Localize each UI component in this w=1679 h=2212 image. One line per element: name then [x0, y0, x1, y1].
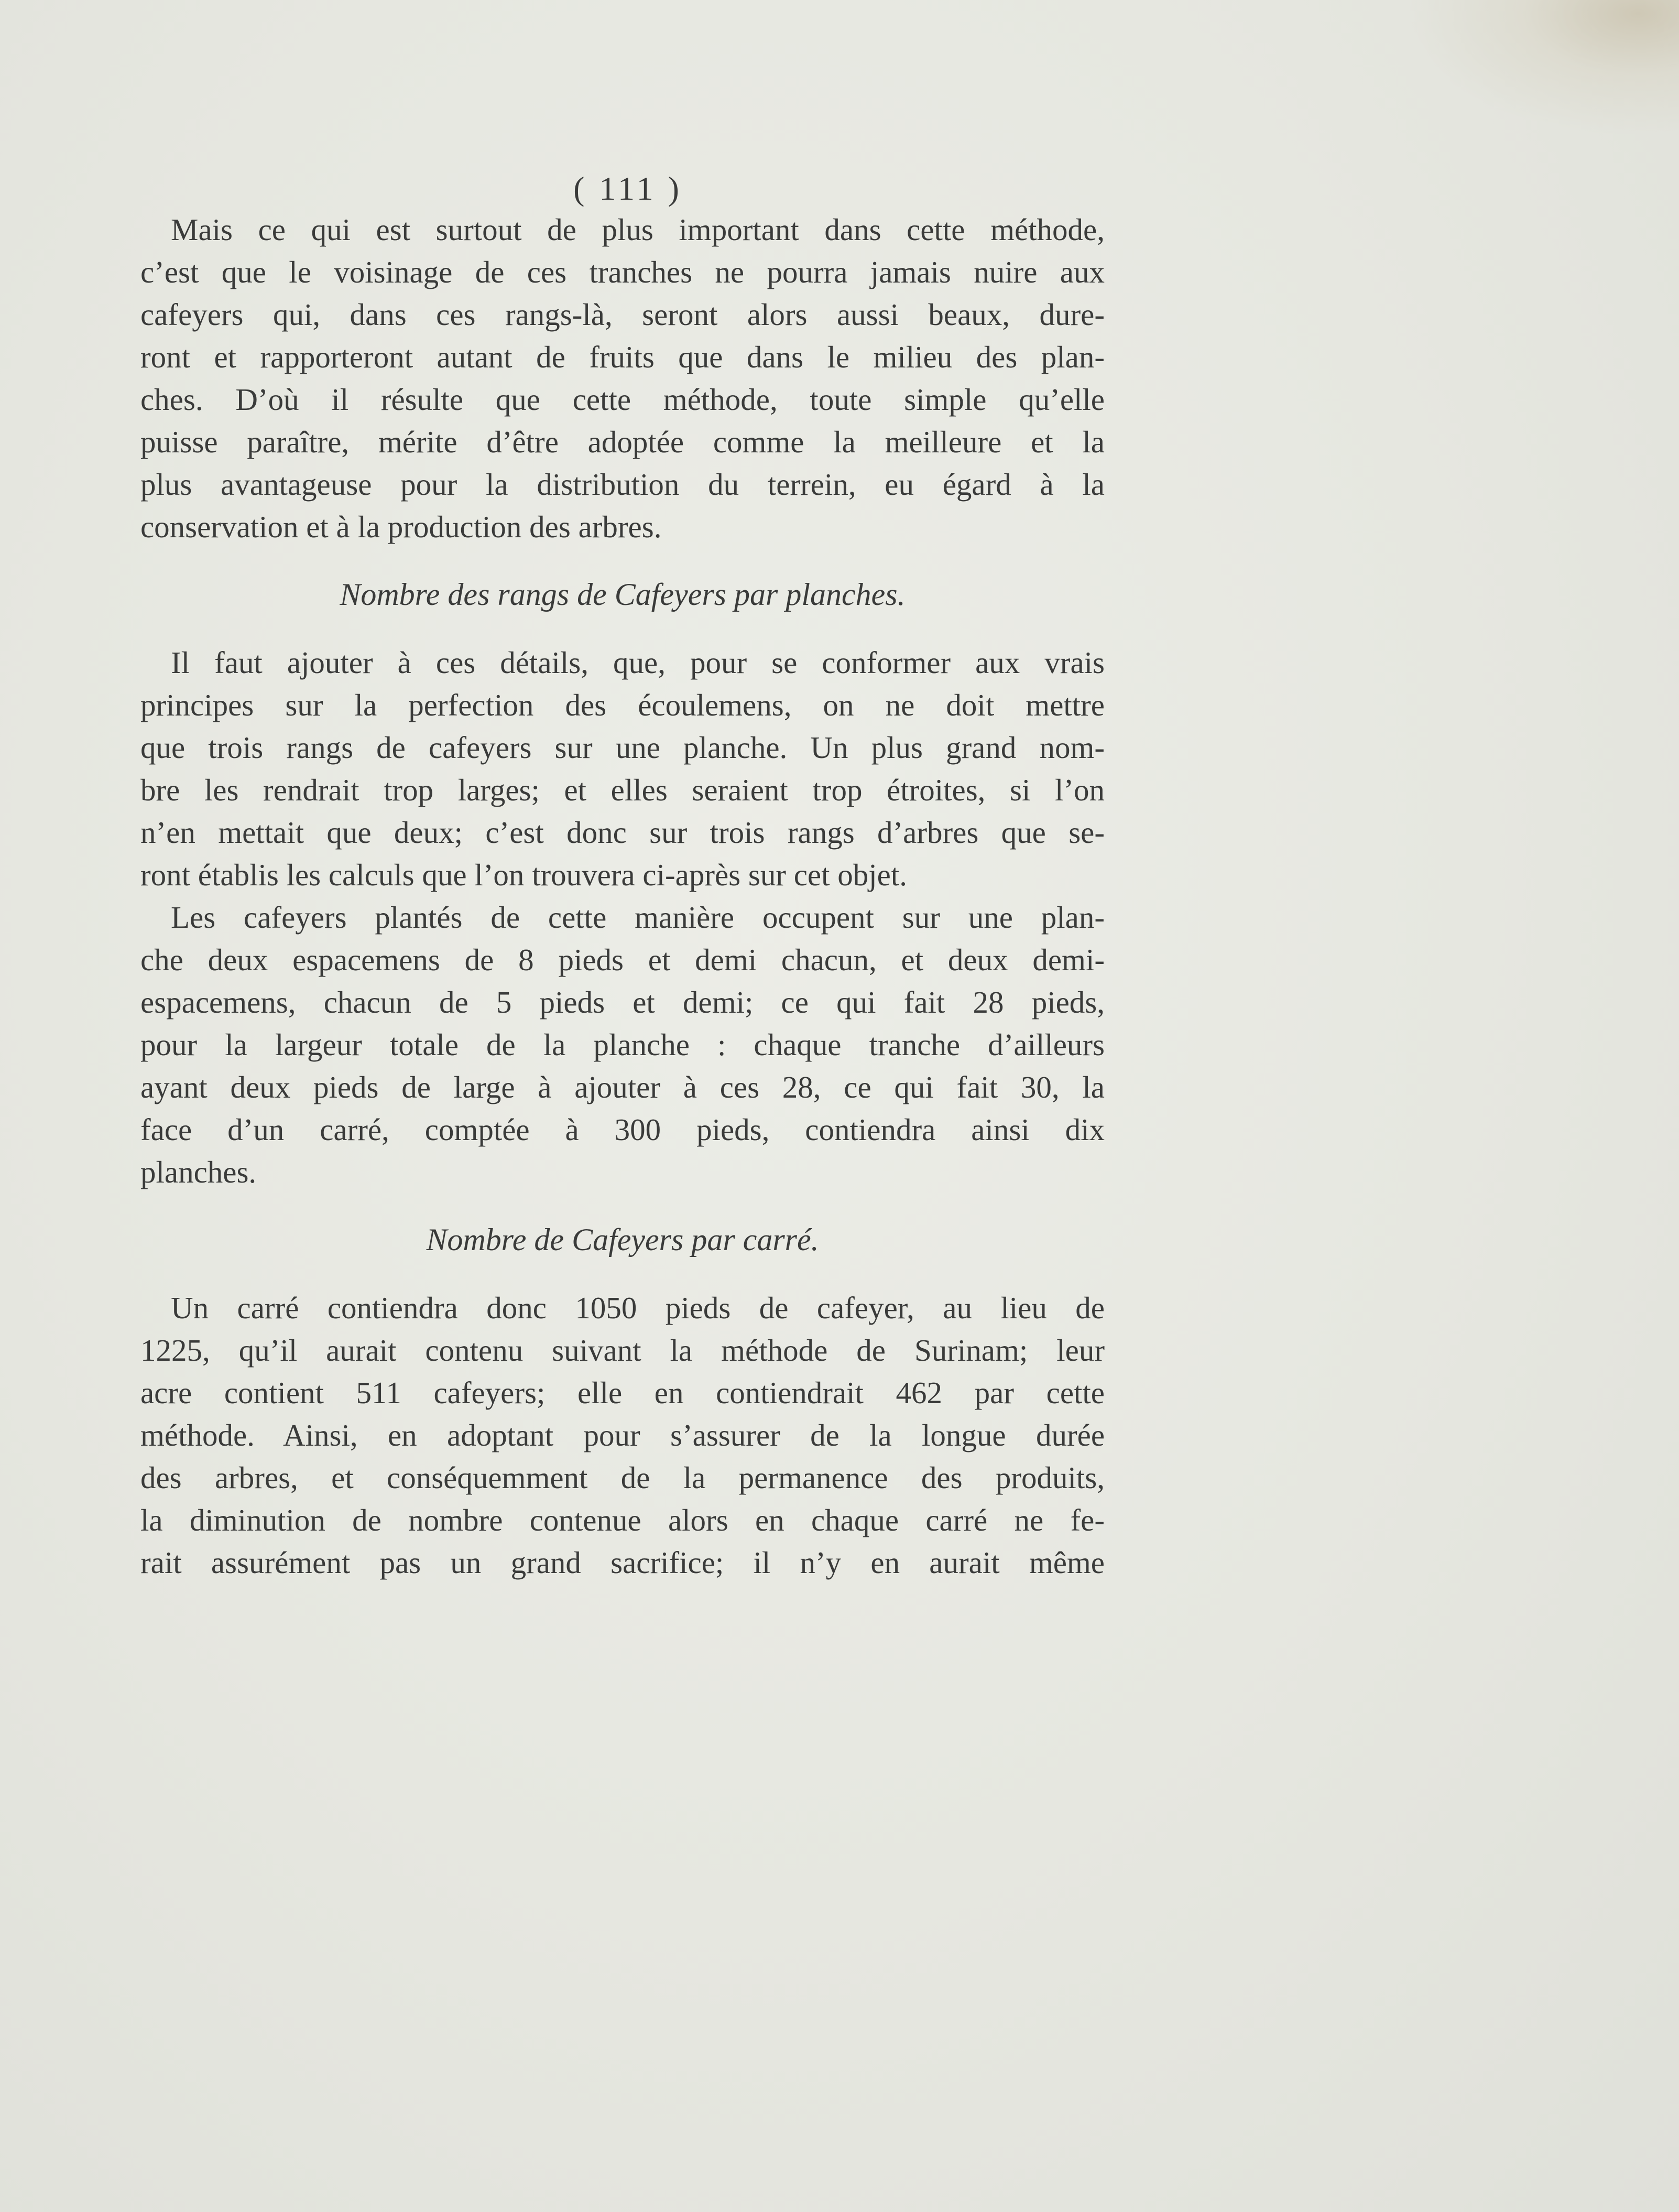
text-line: Il faut ajouter à ces détails, que, pour se conformer aux vrais — [171, 645, 1105, 680]
text-line: face d’un carré, comptée à 300 pieds, contiendra ainsi dix — [140, 1112, 1105, 1147]
text-line: Mais ce qui est surtout de plus important dans cette méthode, — [171, 212, 1105, 247]
text-line: conservation et à la production des arbres. — [140, 509, 662, 544]
text-line: rait assurément pas un grand sacrifice; il n’y en aurait même — [140, 1545, 1105, 1580]
text-line: ront et rapporteront autant de fruits que dans le milieu des plan- — [140, 340, 1105, 374]
text-block — [140, 168, 1105, 1584]
text-line: ront établis les calculs que l’on trouvera ci-après sur cet objet. — [140, 858, 907, 892]
text-line: che deux espacemens de 8 pieds et demi chacun, et deux demi- — [140, 942, 1105, 977]
section-heading-rangs: Nombre des rangs de Cafeyers par planches. — [340, 577, 906, 612]
paper-corner-wear — [1407, 0, 1679, 136]
paragraph-1 — [140, 209, 1105, 548]
text-line: acre contient 511 cafeyers; elle en contiendrait 462 par cette — [140, 1375, 1105, 1410]
text-line: que trois rangs de cafeyers sur une planche. Un plus grand nom- — [140, 730, 1105, 765]
text-line: la diminution de nombre contenue alors en chaque carré ne fe- — [140, 1503, 1105, 1537]
text-line: méthode. Ainsi, en adoptant pour s’assurer de la longue durée — [140, 1418, 1105, 1452]
text-line: plus avantageuse pour la distribution du terrein, eu égard à la — [140, 467, 1105, 502]
text-line: ches. D’où il résulte que cette méthode, toute simple qu’elle — [140, 382, 1105, 417]
text-line: planches. — [140, 1155, 257, 1189]
text-line: c’est que le voisinage de ces tranches ne pourra jamais nuire aux — [140, 255, 1105, 289]
text-line: n’en mettait que deux; c’est donc sur trois rangs d’arbres que se- — [140, 815, 1105, 850]
text-line: puisse paraître, mérite d’être adoptée comme la meilleure et la — [140, 425, 1105, 459]
text-line: pour la largeur totale de la planche : chaque tranche d’ailleurs — [140, 1027, 1105, 1062]
text-line: Un carré contiendra donc 1050 pieds de cafeyer, au lieu de — [171, 1291, 1105, 1325]
text-line: espacemens, chacun de 5 pieds et demi; ce qui fait 28 pieds, — [140, 985, 1105, 1020]
page-number: ( 111 ) — [573, 170, 682, 207]
section-heading-carre: Nombre de Cafeyers par carré. — [426, 1222, 819, 1257]
paragraph-4 — [140, 1287, 1105, 1584]
text-line: principes sur la perfection des écoulemens, on ne doit mettre — [140, 688, 1105, 722]
text-line: des arbres, et conséquemment de la permanence des produits, — [140, 1460, 1105, 1495]
paragraph-3 — [140, 896, 1105, 1194]
text-line: cafeyers qui, dans ces rangs-là, seront alors aussi beaux, dure- — [140, 297, 1105, 332]
text-line: Les cafeyers plantés de cette manière occupent sur une plan- — [171, 900, 1105, 935]
text-line: 1225, qu’il aurait contenu suivant la méthode de Surinam; leur — [140, 1333, 1105, 1368]
text-line: ayant deux pieds de large à ajouter à ces 28, ce qui fait 30, la — [140, 1070, 1105, 1104]
paragraph-2 — [140, 642, 1105, 896]
text-line: bre les rendrait trop larges; et elles seraient trop étroites, si l’on — [140, 773, 1105, 807]
